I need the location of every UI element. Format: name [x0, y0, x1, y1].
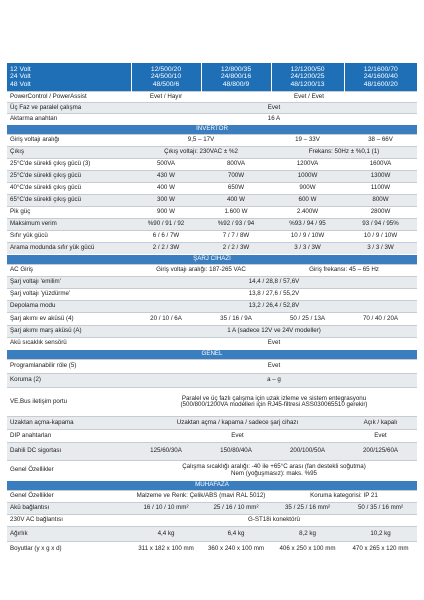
cell-value: 70 / 40 / 20A [344, 313, 417, 326]
row-cont25-w [7, 171, 417, 183]
cell-value: 10,2 kg [344, 527, 417, 542]
cell-value: Paralel ve üç fazlı çalışma için uzak izleme ve sistem entegrasyonu (500/800/1200VA modelleri için RJ45-filtresi ASS030065510 gerekir) [131, 388, 417, 417]
cell-value: 650W [201, 183, 271, 195]
row-dimensions [7, 542, 417, 557]
cell-value: 16 A [131, 114, 417, 125]
cell-value: Evet [131, 103, 417, 114]
row-noload [7, 231, 417, 243]
row-label: DIP anahtarları [7, 430, 131, 443]
cell-value: 4,4 kg [131, 527, 201, 542]
cell-value: 800W [344, 195, 417, 207]
row-label: Şarj akımı ev aküsü (4) [7, 313, 131, 326]
row-parallel [7, 103, 417, 114]
row-protection [7, 374, 417, 388]
row-general-features [7, 461, 417, 481]
section-title: GENEL [7, 350, 417, 360]
cell-value: 50 / 35 / 16 mm² [344, 503, 417, 515]
cell-value: 300 W [131, 195, 201, 207]
row-label: 25°C'de sürekli çıkış gücü (3) [7, 159, 131, 171]
cell-value: Evet [131, 360, 417, 374]
row-label: Giriş voltajı aralığı [7, 135, 131, 147]
cell-value: %90 / 91 / 92 [131, 219, 201, 231]
row-label: Koruma (2) [7, 374, 131, 388]
row-label: Sıfır yük gücü [7, 231, 131, 243]
section-general [7, 350, 417, 360]
row-dc-fuse [7, 443, 417, 461]
cell-value: 9,5 – 17V [131, 135, 271, 147]
model-1600: 12/1600/70 24/1600/40 48/1600/20 [344, 63, 417, 92]
row-weight [7, 527, 417, 542]
row-label: Depolama modu [7, 301, 131, 313]
row-label: Çıkış [7, 147, 131, 159]
cell-value: Evet [131, 430, 344, 443]
row-label: Ağırlık [7, 527, 131, 542]
row-label: Şarj akımı marş aküsü (A) [7, 326, 131, 338]
cell-value: 700W [201, 171, 271, 183]
row-remote [7, 417, 417, 430]
cell-value: Evet / Hayır [131, 92, 201, 103]
cell-value: Giriş frekansı: 45 – 65 Hz [271, 265, 417, 277]
row-label: 65°C'de sürekli çıkış gücü [7, 195, 131, 207]
row-label: Şarj voltajı 'emilim' [7, 277, 131, 289]
cell-value: 1200VA [271, 159, 344, 171]
model-800: 12/800/35 24/800/16 48/800/9 [201, 63, 271, 92]
row-label: Aktarma anahtarı [7, 114, 131, 125]
cell-value: Evet [131, 338, 417, 350]
spec-table [7, 62, 417, 556]
row-label: Arama modunda sıfır yük gücü [7, 243, 131, 255]
row-label: Akü bağlantısı [7, 503, 131, 515]
cell-value: 13,8 / 27,6 / 55,2V [131, 289, 417, 301]
row-label: Boyutlar (y x g x d) [7, 542, 131, 557]
row-charge-current [7, 313, 417, 326]
cell-value: Çalışma sıcaklığı aralığı: -40 ile +65°C arası (fan destekli soğutma) Nem (yoğuşmasız): maks. %95 [131, 461, 417, 481]
cell-value: 14,4 / 28,8 / 57,6V [131, 277, 417, 289]
cell-value: 2 / 2 / 3W [201, 243, 271, 255]
row-storage [7, 301, 417, 313]
row-label: 25°C'de sürekli çıkış gücü [7, 171, 131, 183]
cell-value: G-ST18i konektörü [131, 515, 417, 527]
cell-value: 2.400W [271, 207, 344, 219]
cell-value: 125/60/30A [131, 443, 201, 461]
cell-value: 2800W [344, 207, 417, 219]
cell-value: Evet [344, 430, 417, 443]
section-title: İNVERTÖR [7, 125, 417, 135]
cell-value: 6 / 6 / 7W [131, 231, 201, 243]
cell-value: 20 / 10 / 6A [131, 313, 201, 326]
row-label: Genel Özellikler [7, 461, 131, 481]
row-label: Üç Faz ve paralel çalışma [7, 103, 131, 114]
row-efficiency [7, 219, 417, 231]
row-label: Genel Özellikler [7, 491, 131, 503]
row-float [7, 289, 417, 301]
cell-value: 1 A (sadece 12V ve 24V modeller) [131, 326, 417, 338]
cell-value: Uzaktan açma / kapama / sadece şarj cihazı [131, 417, 344, 430]
row-start-battery [7, 326, 417, 338]
row-label: Şarj voltajı 'yüzdürme' [7, 289, 131, 301]
cell-value: Çıkış voltajı: 230VAC ± %2 [131, 147, 271, 159]
cell-value: Frekans: 50Hz ± %0,1 (1) [271, 147, 417, 159]
row-peak [7, 207, 417, 219]
cell-value: 360 x 240 x 100 mm [201, 542, 271, 557]
row-label: Programlanabilir röle (5) [7, 360, 131, 374]
row-label: Maksimum verim [7, 219, 131, 231]
row-relay [7, 360, 417, 374]
cell-value: %92 / 93 / 94 [201, 219, 271, 231]
section-charger [7, 255, 417, 265]
cell-value: 406 x 250 x 100 mm [271, 542, 344, 557]
section-housing [7, 481, 417, 491]
cell-value: 35 / 25 / 16 mm² [271, 503, 344, 515]
cell-value: 6,4 kg [201, 527, 271, 542]
cell-value: 600 W [271, 195, 344, 207]
row-label: PowerControl / PowerAssist [7, 92, 131, 103]
cell-value: 1000W [271, 171, 344, 183]
voltage-labels: 12 Volt 24 Volt 48 Volt [7, 63, 131, 92]
cell-value: 800VA [201, 159, 271, 171]
row-cont40 [7, 183, 417, 195]
row-dip [7, 430, 417, 443]
row-ac-connection [7, 515, 417, 527]
row-label: 40°C'de sürekli çıkış gücü [7, 183, 131, 195]
row-cont65 [7, 195, 417, 207]
cell-value: 93 / 94 / 95% [344, 219, 417, 231]
cell-value: 7 / 7 / 8W [201, 231, 271, 243]
section-inverter [7, 125, 417, 135]
row-cont25-va [7, 159, 417, 171]
cell-value: 150/80/40A [201, 443, 271, 461]
row-absorption [7, 277, 417, 289]
cell-value: 470 x 265 x 120 mm [344, 542, 417, 557]
row-vebus [7, 388, 417, 417]
row-ac-input [7, 265, 417, 277]
cell-value: 10 / 9 / 10W [344, 231, 417, 243]
cell-value: 200/100/50A [271, 443, 344, 461]
cell-value: a – g [131, 374, 417, 388]
row-label: VE.Bus iletişim portu [7, 388, 131, 417]
cell-value: 8,2 kg [271, 527, 344, 542]
spec-sheet [7, 62, 417, 556]
row-output [7, 147, 417, 159]
cell-value: 2 / 2 / 3W [131, 243, 201, 255]
row-label: 230V AC bağlantısı [7, 515, 131, 527]
cell-value: 13,2 / 26,4 / 52,8V [131, 301, 417, 313]
model-header-row [7, 63, 417, 92]
cell-value: Açık / kapalı [344, 417, 417, 430]
section-title: MUHAFAZA [7, 481, 417, 491]
cell-value: 900 W [131, 207, 201, 219]
row-temp-sensor [7, 338, 417, 350]
row-powercontrol [7, 92, 417, 103]
section-title: ŞARJ CİHAZI [7, 255, 417, 265]
cell-value: Giriş voltajı aralığı: 187-265 VAC [131, 265, 271, 277]
row-label: Uzaktan açma-kapama [7, 417, 131, 430]
row-transfer [7, 114, 417, 125]
cell-value: Malzeme ve Renk: Çelik/ABS (mavi RAL 5012) [131, 491, 271, 503]
row-label: AC Giriş [7, 265, 131, 277]
row-housing-features [7, 491, 417, 503]
cell-value: 35 / 16 / 9A [201, 313, 271, 326]
cell-value: 16 / 10 / 10 mm² [131, 503, 201, 515]
cell-value: 10 / 9 / 10W [271, 231, 344, 243]
row-input-range [7, 135, 417, 147]
cell-value: 38 – 66V [344, 135, 417, 147]
row-search-mode [7, 243, 417, 255]
cell-value: 3 / 3 / 3W [344, 243, 417, 255]
cell-value: 1300W [344, 171, 417, 183]
model-500: 12/500/20 24/500/10 48/500/6 [131, 63, 201, 92]
row-label: Dahili DC sigortası [7, 443, 131, 461]
cell-value: 1100W [344, 183, 417, 195]
cell-value: 3 / 3 / 3W [271, 243, 344, 255]
row-label: Akü sıcaklık sensörü [7, 338, 131, 350]
model-1200: 12/1200/50 24/1200/25 48/1200/13 [271, 63, 344, 92]
cell-value: 19 – 33V [271, 135, 344, 147]
row-label: Pik güç [7, 207, 131, 219]
cell-value: 25 / 16 / 10 mm² [201, 503, 271, 515]
cell-value: %93 / 94 / 95 [271, 219, 344, 231]
cell-value: 500VA [131, 159, 201, 171]
cell-value: 311 x 182 x 100 mm [131, 542, 201, 557]
cell-value: 1.600 W [201, 207, 271, 219]
cell-value: 200/125/60A [344, 443, 417, 461]
cell-value: 430 W [131, 171, 201, 183]
cell-value: 400 W [201, 195, 271, 207]
cell-value: 50 / 25 / 13A [271, 313, 344, 326]
cell-value: Evet / Evet [201, 92, 417, 103]
cell-value: Koruma kategorisi: IP 21 [271, 491, 417, 503]
row-battery-connection [7, 503, 417, 515]
cell-value: 400 W [131, 183, 201, 195]
cell-value: 1600VA [344, 159, 417, 171]
cell-value: 900W [271, 183, 344, 195]
